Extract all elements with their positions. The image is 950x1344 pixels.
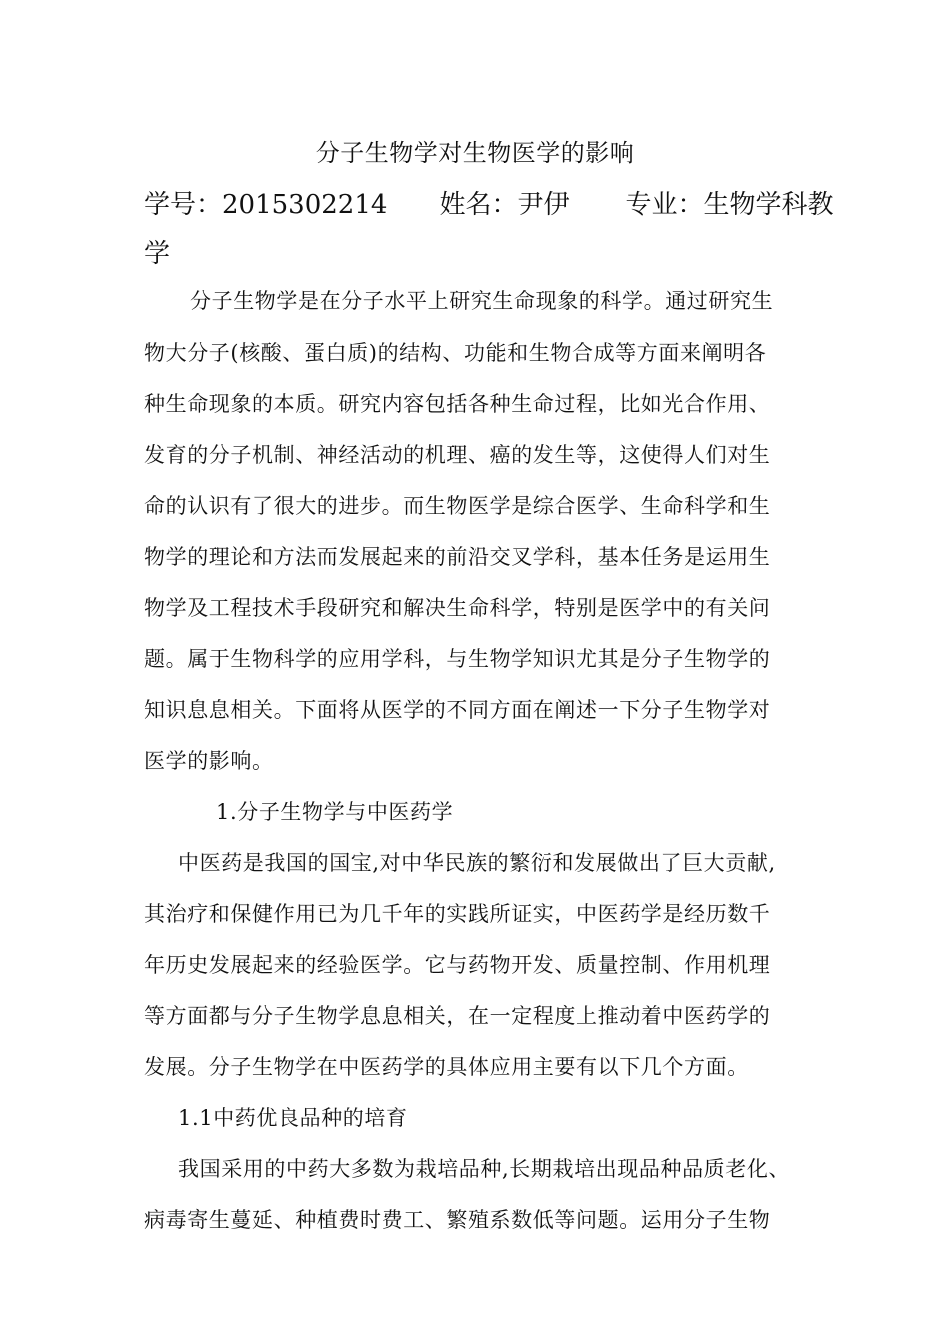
text-line: 等方面都与分子生物学息息相关，在一定程度上推动着中医药学的 — [144, 1004, 771, 1028]
major-label: 专业： — [625, 190, 704, 220]
text-line: 命的认识有了很大的进步。而生物医学是综合医学、生命科学和生 — [144, 494, 771, 518]
text-line: 分子生物学是在分子水平上研究生命现象的科学。通过研究生 — [190, 289, 774, 313]
major-value: 生物学科教 — [703, 190, 834, 220]
text-line: 物学的理论和方法而发展起来的前沿交叉学科，基本任务是运用生 — [144, 545, 771, 569]
text-line: 知识息息相关。下面将从医学的不同方面在阐述一下分子生物学对 — [144, 698, 771, 722]
student-id-label: 学号： — [144, 190, 223, 220]
author-info-line — [144, 183, 834, 227]
document-title: 分子生物学对生物医学的影响 — [315, 139, 635, 167]
student-id-value: 2015302214 — [222, 190, 388, 220]
subsection-heading: 1.1中药优良品种的培育 — [178, 1106, 408, 1130]
section-heading: 1.分子生物学与中医药学 — [216, 800, 454, 824]
name-value: 尹伊 — [517, 190, 570, 220]
text-line: 医学的影响。 — [144, 749, 274, 773]
name-label: 姓名： — [439, 190, 518, 220]
text-line: 发展。分子生物学在中医药学的具体应用主要有以下几个方面。 — [144, 1055, 749, 1079]
text-line: 物大分子(核酸、蛋白质)的结构、功能和生物合成等方面来阐明各 — [144, 341, 767, 365]
text-line: 种生命现象的本质。研究内容包括各种生命过程，比如光合作用、 — [144, 392, 771, 416]
text-line: 病毒寄生蔓延、种植费时费工、繁殖系数低等问题。运用分子生物 — [144, 1208, 771, 1232]
text-line: 我国采用的中药大多数为栽培品种,长期栽培出现品种品质老化、 — [178, 1157, 791, 1181]
major-value-continued: 学 — [144, 239, 171, 269]
text-line: 物学及工程技术手段研究和解决生命科学，特别是医学中的有关问 — [144, 596, 771, 620]
text-line: 中医药是我国的国宝,对中华民族的繁衍和发展做出了巨大贡献, — [178, 851, 776, 875]
text-line: 发育的分子机制、神经活动的机理、癌的发生等，这使得人们对生 — [144, 443, 771, 467]
text-line: 年历史发展起来的经验医学。它与药物开发、质量控制、作用机理 — [144, 953, 771, 977]
text-line: 题。属于生物科学的应用学科，与生物学知识尤其是分子生物学的 — [144, 647, 771, 671]
text-line: 其治疗和保健作用已为几千年的实践所证实，中医药学是经历数千 — [144, 902, 771, 926]
